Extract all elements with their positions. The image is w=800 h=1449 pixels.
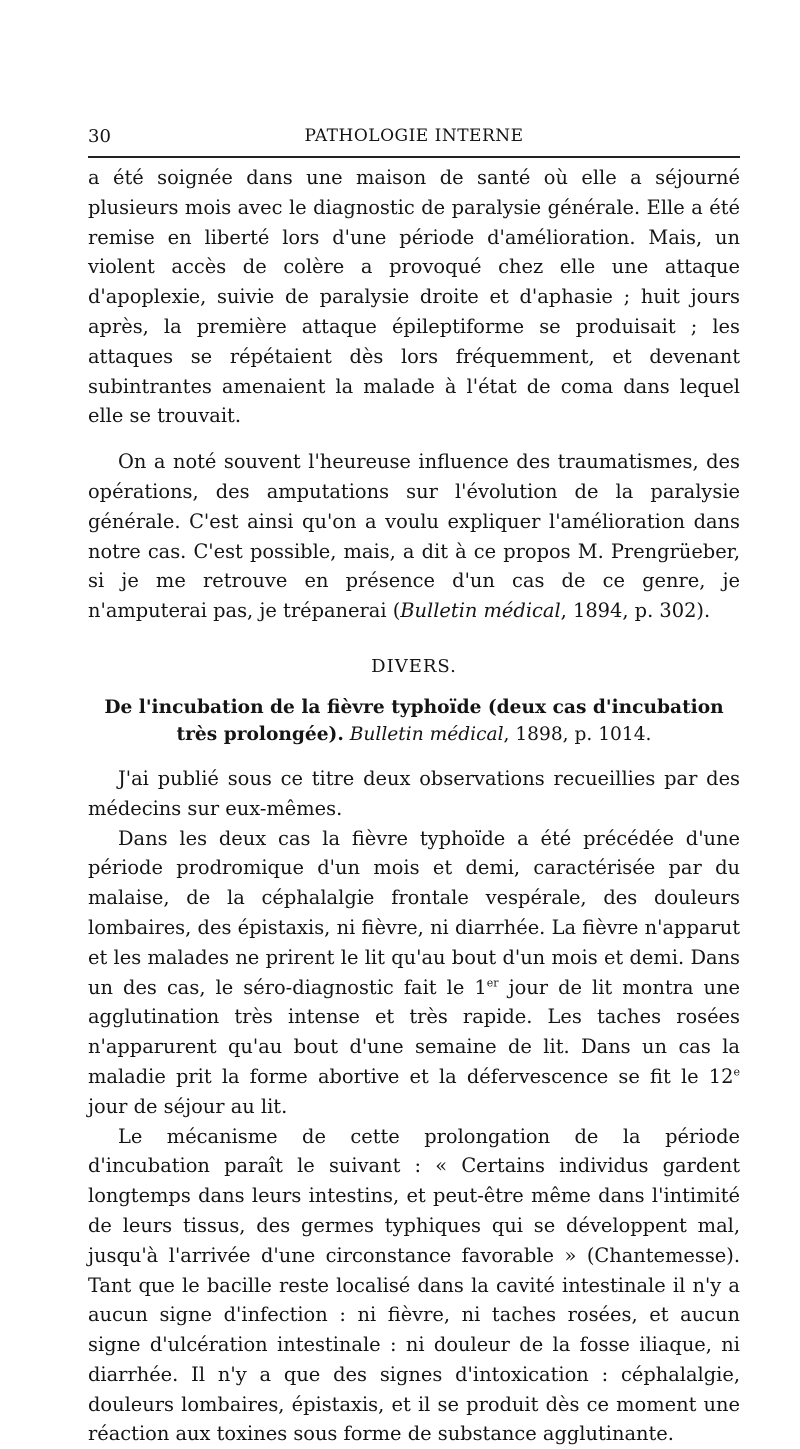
article-journal: Bulletin médical bbox=[349, 723, 504, 745]
article-title-main: De l'incubation de la fièvre typhoïde (deux cas d'incubation très prolongée). bbox=[104, 696, 724, 745]
superscript-e: e bbox=[733, 1065, 740, 1079]
article-cases-text-mid: jour de lit montra une agglutination très intense et très rapide. Les taches rosées n'apparurent qu'au bout d'une semaine de lit. Dans un cas la maladie prit la forme abortive et la défervescence se fit le 12 bbox=[88, 975, 740, 1088]
header-rule bbox=[88, 156, 740, 158]
page-number: 30 bbox=[88, 126, 111, 147]
article-title bbox=[88, 694, 740, 748]
paragraph-traumatism-text: On a noté souvent l'heureuse influence des traumatismes, des opérations, des amputations sur l'évolution de la paralysie générale. C'est ainsi qu'on a voulu expliquer l'amélioration dans notre cas. C'est possible, mais, a dit à ce propos M. Prengrüeber, si je me retrouve en présence d'un cas de ce genre, je n'amputerai pas, je trépanerai ( bbox=[88, 450, 740, 623]
article-cases-text-end: jour de séjour au lit. bbox=[88, 1094, 288, 1118]
paragraph-traumatism bbox=[88, 447, 740, 626]
paragraph-continuation: a été soignée dans une maison de santé où elle a séjourné plusieurs mois avec le diagnostic de paralysie générale. Elle a été remise en liberté lors d'une période d'amélioration. Mais, un violent accès de colère a provoqué chez elle une attaque d'apoplexie, suivie de paralysie droite et d'aphasie ; huit jours après, la première attaque épileptiforme se produisait ; les attaques se répétaient dès lors fréquemment, et devenant subintrantes amenaient la malade à l'état de coma dans lequel elle se trouvait. bbox=[88, 166, 740, 428]
article-cases-text: Dans les deux cas la fièvre typhoïde a été précédée d'une période prodromique d'un mois et demi, caractérisée par du malaise, de la céphalalgie frontale vespérale, des douleurs lombaires, des épistaxis, ni fièvre, ni diarrhée. La fièvre n'apparut et les malades ne prirent le lit qu'au bout d'un mois et demi. Dans un des cas, le séro-diagnostic fait le 1 bbox=[88, 826, 740, 999]
source-bulletin-medical: Bulletin médical bbox=[400, 599, 561, 623]
section-heading: DIVERS. bbox=[371, 655, 457, 677]
page-header bbox=[88, 122, 740, 152]
article-paragraph-mechanism: Le mécanisme de cette prolongation de la période d'incubation paraît le suivant : « Certains individus gardent longtemps dans leurs intestins, et peut-être même dans l'intimité de leurs tissus, des germes typhiques qui se développent mal, jusqu'à l'arrivée d'une circonstance favorable » (Chantemesse). Tant que le bacille reste localisé dans la cavité intestinale il n'y a aucun signe d'infection : ni fièvre, ni taches rosées, et aucun signe d'ulcération intestinale : ni douleur de la fosse iliaque, ni diarrhée. Il n'y a que des signes d'intoxication : céphalalgie, douleurs lombaires, épistaxis, et il se produit dès ce moment une réaction aux toxines sous forme de substance agglutinante. bbox=[88, 1124, 740, 1446]
article-citation: , 1898, p. 1014. bbox=[503, 723, 652, 745]
page-body bbox=[88, 163, 740, 1449]
source-citation: , 1894, p. 302). bbox=[560, 599, 711, 623]
article-paragraph-cases bbox=[88, 824, 740, 1122]
superscript-er: er bbox=[486, 976, 499, 990]
running-title: PATHOLOGIE INTERNE bbox=[304, 126, 524, 146]
article-paragraph-intro: J'ai publié sous ce titre deux observations recueillies par des médecins sur eux-mêmes. bbox=[88, 766, 740, 820]
